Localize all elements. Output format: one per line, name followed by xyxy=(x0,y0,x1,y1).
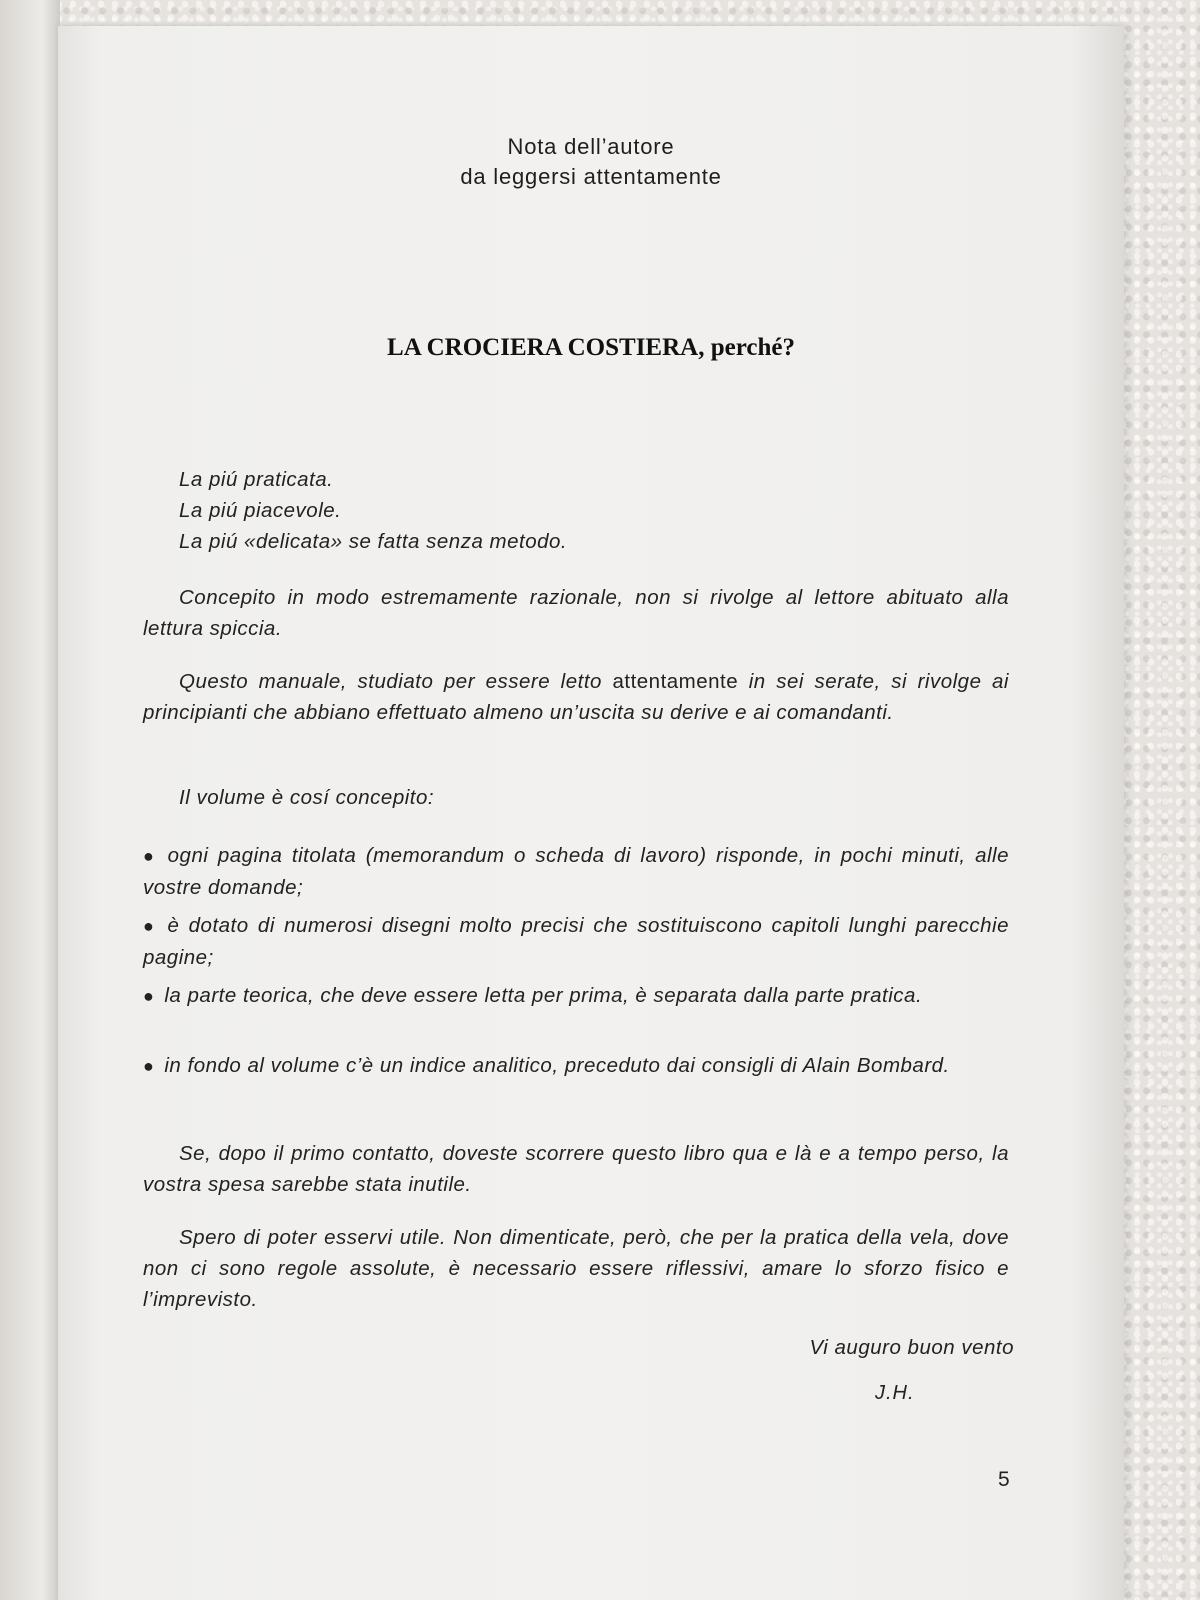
bullet-text: è dotato di numerosi disegni molto precisi che sostituiscono capitoli lunghi parecchie pagine; xyxy=(143,914,1010,969)
intro-line: La piú piacevole. xyxy=(179,499,342,522)
paragraph-2-part-1: Questo manuale, studiato per essere letto xyxy=(179,670,602,693)
intro-lines xyxy=(143,464,1009,557)
paragraph-3: Se, dopo il primo contatto, doveste scorrere questo libro qua e là e a tempo perso, la vostra spesa sarebbe stata inutile. xyxy=(143,1142,1009,1196)
paragraph-4: Spero di poter esservi utile. Non dimenticate, però, che per la pratica della vela, dove non ci sono regole assolute, è necessario essere riflessivi, amare lo sforzo fisico e l’imprevisto. xyxy=(143,1226,1009,1311)
bullet-text: la parte teorica, che deve essere letta per prima, è separata dalla parte pratica. xyxy=(164,984,923,1007)
bullet-item xyxy=(143,840,1009,903)
header-line-2: da leggersi attentamente xyxy=(460,164,722,189)
bullet-item xyxy=(143,1050,1009,1082)
paragraph-2 xyxy=(143,666,1009,728)
intro-line: La piú praticata. xyxy=(179,468,334,491)
closing-line: Vi auguro buon vento xyxy=(809,1336,1014,1359)
page-number: 5 xyxy=(998,1468,1010,1491)
chapter-title: LA CROCIERA COSTIERA, perché? xyxy=(387,334,795,361)
paragraph-2-upright-word: attentamente xyxy=(612,670,739,693)
bullet-text: in fondo al volume c’è un indice analitico, preceduto dai consigli di Alain Bombard. xyxy=(164,1054,950,1077)
bullet-item xyxy=(143,910,1009,973)
paragraph-1: Concepito in modo estremamente razionale, non si rivolge al lettore abituato alla lettura spiccia. xyxy=(143,586,1009,640)
bullet-text: ogni pagina titolata (memorandum o scheda di lavoro) risponde, in pochi minuti, alle vostre domande; xyxy=(143,844,1010,899)
previous-page-edge xyxy=(0,0,60,1600)
paragraph-2-part-2: in sei serate, si rivolge ai principianti che abbiano effettuato almeno un’uscita su derive e ai comandanti. xyxy=(143,670,1009,724)
volume-intro: Il volume è cosí concepito: xyxy=(179,786,435,809)
header-line-1: Nota dell’autore xyxy=(507,134,675,159)
intro-line: La piú «delicata» se fatta senza metodo. xyxy=(179,530,568,553)
author-note-header xyxy=(58,132,1124,192)
bullet-item xyxy=(143,980,1009,1012)
signature: J.H. xyxy=(875,1382,915,1404)
book-page xyxy=(58,26,1124,1600)
